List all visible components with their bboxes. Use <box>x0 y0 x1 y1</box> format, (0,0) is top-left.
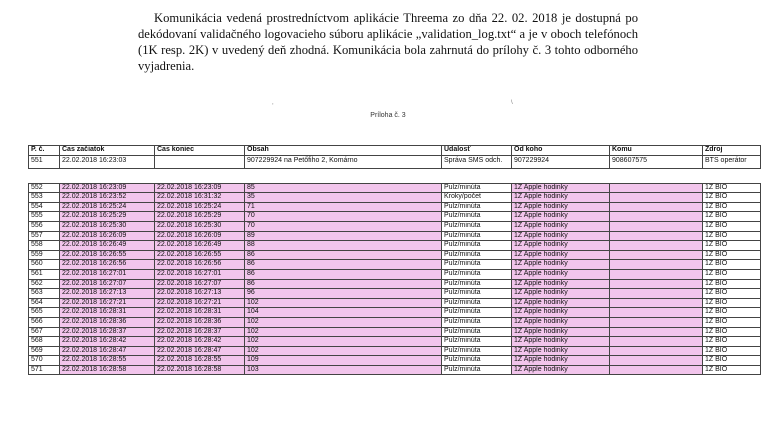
cell-source: 1Z BIO <box>703 260 761 270</box>
cell-number: 559 <box>29 250 60 260</box>
cell-number: 556 <box>29 221 60 231</box>
spacer-cell <box>29 168 761 183</box>
cell-end: 22.02.2018 16:25:29 <box>155 212 245 222</box>
cell-from: 1Z Apple hodinky <box>512 260 610 270</box>
cell-end: 22.02.2018 16:26:55 <box>155 250 245 260</box>
table-row <box>29 298 761 308</box>
cell-source: 1Z BIO <box>703 337 761 347</box>
cell-start: 22.02.2018 16:28:58 <box>60 365 155 375</box>
table-row <box>29 212 761 222</box>
cell-event: Pulz/minúta <box>442 269 512 279</box>
cell-from: 1Z Apple hodinky <box>512 183 610 193</box>
cell-start: 22.02.2018 16:25:29 <box>60 212 155 222</box>
cell-event: Pulz/minúta <box>442 289 512 299</box>
cell-from: 907229924 <box>512 155 610 168</box>
cell-end: 22.02.2018 16:25:24 <box>155 202 245 212</box>
cell-end: 22.02.2018 16:27:21 <box>155 298 245 308</box>
cell-event: Pulz/minúta <box>442 365 512 375</box>
table-row <box>29 250 761 260</box>
cell-source: 1Z BIO <box>703 241 761 251</box>
cell-event: Správa SMS odch. <box>442 155 512 168</box>
cell-event: Pulz/minúta <box>442 212 512 222</box>
cell-end: 22.02.2018 16:28:31 <box>155 308 245 318</box>
cell-content: 96 <box>245 289 442 299</box>
cell-event: Pulz/minúta <box>442 327 512 337</box>
cell-to <box>610 365 703 375</box>
cell-number: 570 <box>29 356 60 366</box>
cell-content: 104 <box>245 308 442 318</box>
cell-event: Pulz/minúta <box>442 250 512 260</box>
cell-event: Pulz/minúta <box>442 241 512 251</box>
cell-source: 1Z BIO <box>703 308 761 318</box>
cell-number: 568 <box>29 337 60 347</box>
cell-content: 102 <box>245 327 442 337</box>
cell-source: 1Z BIO <box>703 183 761 193</box>
cell-number: 564 <box>29 298 60 308</box>
cell-number: 551 <box>29 155 60 168</box>
cell-content: 102 <box>245 346 442 356</box>
cell-number: 569 <box>29 346 60 356</box>
cell-from: 1Z Apple hodinky <box>512 212 610 222</box>
cell-number: 552 <box>29 183 60 193</box>
cell-content: 109 <box>245 356 442 366</box>
scan-mark: \ <box>511 100 513 106</box>
cell-source: 1Z BIO <box>703 327 761 337</box>
cell-number: 553 <box>29 193 60 203</box>
cell-to <box>610 279 703 289</box>
cell-from: 1Z Apple hodinky <box>512 298 610 308</box>
intro-paragraph: Komunikácia vedená prostredníctvom aplikácie Threema zo dňa 22. 02. 2018 je dostupná po dekódovaní validačného logovacieho súboru aplikácie „validation_log.txt“ a je v oboch telefónoch (1K resp. 2K) v uvedený deň zhodná. Komunikácia bola zahrnutá do prílohy č. 3 tohto odborného vyjadrenia. <box>138 11 638 73</box>
table-row <box>29 231 761 241</box>
cell-content: 907229924 na Petőfiho 2, Komárno <box>245 155 442 168</box>
cell-source: 1Z BIO <box>703 212 761 222</box>
cell-from: 1Z Apple hodinky <box>512 202 610 212</box>
cell-source: 1Z BIO <box>703 289 761 299</box>
table-row <box>29 241 761 251</box>
col-header-start: Čas začiatok <box>60 146 155 156</box>
cell-start: 22.02.2018 16:27:01 <box>60 269 155 279</box>
table-row <box>29 193 761 203</box>
cell-source: 1Z BIO <box>703 279 761 289</box>
cell-start: 22.02.2018 16:28:37 <box>60 327 155 337</box>
cell-event: Pulz/minúta <box>442 183 512 193</box>
table-row <box>29 337 761 347</box>
scan-mark: , <box>272 100 274 106</box>
cell-to <box>610 183 703 193</box>
cell-event: Pulz/minúta <box>442 231 512 241</box>
cell-end <box>155 155 245 168</box>
cell-start: 22.02.2018 16:26:49 <box>60 241 155 251</box>
cell-start: 22.02.2018 16:25:30 <box>60 221 155 231</box>
cell-number: 562 <box>29 279 60 289</box>
col-header-from: Od koho <box>512 146 610 156</box>
cell-start: 22.02.2018 16:26:09 <box>60 231 155 241</box>
table-row <box>29 155 761 168</box>
cell-event: Pulz/minúta <box>442 346 512 356</box>
cell-start: 22.02.2018 16:25:24 <box>60 202 155 212</box>
cell-content: 85 <box>245 183 442 193</box>
cell-from: 1Z Apple hodinky <box>512 279 610 289</box>
cell-end: 22.02.2018 16:26:56 <box>155 260 245 270</box>
cell-event: Pulz/minúta <box>442 337 512 347</box>
cell-from: 1Z Apple hodinky <box>512 231 610 241</box>
appendix-caption: Príloha č. 3 <box>370 112 406 119</box>
cell-content: 35 <box>245 193 442 203</box>
cell-to <box>610 289 703 299</box>
table-row <box>29 308 761 318</box>
cell-event: Pulz/minúta <box>442 317 512 327</box>
communication-table <box>28 145 761 375</box>
cell-to <box>610 327 703 337</box>
cell-to <box>610 212 703 222</box>
cell-number: 565 <box>29 308 60 318</box>
cell-start: 22.02.2018 16:28:31 <box>60 308 155 318</box>
cell-end: 22.02.2018 16:28:37 <box>155 327 245 337</box>
cell-start: 22.02.2018 16:27:21 <box>60 298 155 308</box>
table-row <box>29 365 761 375</box>
cell-to <box>610 202 703 212</box>
table-row <box>29 346 761 356</box>
cell-content: 86 <box>245 279 442 289</box>
cell-content: 103 <box>245 365 442 375</box>
cell-number: 554 <box>29 202 60 212</box>
table-header-row <box>29 146 761 156</box>
cell-to: 908607575 <box>610 155 703 168</box>
col-header-content: Obsah <box>245 146 442 156</box>
table-row <box>29 317 761 327</box>
cell-end: 22.02.2018 16:27:13 <box>155 289 245 299</box>
cell-content: 86 <box>245 250 442 260</box>
cell-content: 102 <box>245 317 442 327</box>
cell-event: Kroky/počet <box>442 193 512 203</box>
cell-event: Pulz/minúta <box>442 260 512 270</box>
col-header-end: Čas koniec <box>155 146 245 156</box>
cell-from: 1Z Apple hodinky <box>512 337 610 347</box>
cell-number: 566 <box>29 317 60 327</box>
cell-number: 571 <box>29 365 60 375</box>
col-header-source: Zdroj <box>703 146 761 156</box>
cell-to <box>610 317 703 327</box>
cell-source: 1Z BIO <box>703 231 761 241</box>
cell-from: 1Z Apple hodinky <box>512 221 610 231</box>
cell-start: 22.02.2018 16:23:09 <box>60 183 155 193</box>
cell-content: 86 <box>245 260 442 270</box>
cell-content: 70 <box>245 221 442 231</box>
cell-end: 22.02.2018 16:25:30 <box>155 221 245 231</box>
cell-end: 22.02.2018 16:28:47 <box>155 346 245 356</box>
cell-number: 563 <box>29 289 60 299</box>
cell-to <box>610 221 703 231</box>
table-row <box>29 269 761 279</box>
cell-from: 1Z Apple hodinky <box>512 327 610 337</box>
cell-end: 22.02.2018 16:27:01 <box>155 269 245 279</box>
cell-source: 1Z BIO <box>703 250 761 260</box>
cell-to <box>610 269 703 279</box>
table-row <box>29 356 761 366</box>
cell-from: 1Z Apple hodinky <box>512 356 610 366</box>
cell-source: 1Z BIO <box>703 356 761 366</box>
cell-from: 1Z Apple hodinky <box>512 250 610 260</box>
cell-number: 557 <box>29 231 60 241</box>
cell-from: 1Z Apple hodinky <box>512 308 610 318</box>
cell-content: 88 <box>245 241 442 251</box>
cell-event: Pulz/minúta <box>442 221 512 231</box>
cell-start: 22.02.2018 16:26:55 <box>60 250 155 260</box>
cell-to <box>610 193 703 203</box>
cell-source: 1Z BIO <box>703 317 761 327</box>
table-row <box>29 260 761 270</box>
cell-to <box>610 241 703 251</box>
cell-source: 1Z BIO <box>703 221 761 231</box>
table-row <box>29 279 761 289</box>
cell-source: 1Z BIO <box>703 193 761 203</box>
col-header-to: Komu <box>610 146 703 156</box>
cell-from: 1Z Apple hodinky <box>512 346 610 356</box>
cell-to <box>610 346 703 356</box>
cell-start: 22.02.2018 16:28:47 <box>60 346 155 356</box>
cell-source: BTS operátor <box>703 155 761 168</box>
cell-content: 71 <box>245 202 442 212</box>
cell-to <box>610 231 703 241</box>
cell-source: 1Z BIO <box>703 346 761 356</box>
cell-end: 22.02.2018 16:28:58 <box>155 365 245 375</box>
cell-to <box>610 308 703 318</box>
cell-start: 22.02.2018 16:27:13 <box>60 289 155 299</box>
cell-start: 22.02.2018 16:26:56 <box>60 260 155 270</box>
cell-start: 22.02.2018 16:27:07 <box>60 279 155 289</box>
cell-start: 22.02.2018 16:28:42 <box>60 337 155 347</box>
cell-from: 1Z Apple hodinky <box>512 289 610 299</box>
cell-end: 22.02.2018 16:28:42 <box>155 337 245 347</box>
cell-number: 555 <box>29 212 60 222</box>
cell-from: 1Z Apple hodinky <box>512 269 610 279</box>
cell-event: Pulz/minúta <box>442 356 512 366</box>
cell-event: Pulz/minúta <box>442 308 512 318</box>
cell-from: 1Z Apple hodinky <box>512 193 610 203</box>
cell-end: 22.02.2018 16:31:32 <box>155 193 245 203</box>
cell-start: 22.02.2018 16:23:52 <box>60 193 155 203</box>
cell-end: 22.02.2018 16:28:55 <box>155 356 245 366</box>
table-spacer-row <box>29 168 761 183</box>
col-header-number: P. č. <box>29 146 60 156</box>
table-row <box>29 183 761 193</box>
cell-start: 22.02.2018 16:28:36 <box>60 317 155 327</box>
cell-number: 561 <box>29 269 60 279</box>
cell-source: 1Z BIO <box>703 269 761 279</box>
cell-end: 22.02.2018 16:26:49 <box>155 241 245 251</box>
cell-from: 1Z Apple hodinky <box>512 365 610 375</box>
cell-number: 567 <box>29 327 60 337</box>
cell-from: 1Z Apple hodinky <box>512 241 610 251</box>
cell-content: 70 <box>245 212 442 222</box>
table-row <box>29 327 761 337</box>
cell-source: 1Z BIO <box>703 298 761 308</box>
cell-source: 1Z BIO <box>703 365 761 375</box>
cell-event: Pulz/minúta <box>442 298 512 308</box>
cell-content: 102 <box>245 337 442 347</box>
cell-content: 102 <box>245 298 442 308</box>
cell-source: 1Z BIO <box>703 202 761 212</box>
cell-number: 560 <box>29 260 60 270</box>
cell-to <box>610 298 703 308</box>
cell-to <box>610 337 703 347</box>
cell-number: 558 <box>29 241 60 251</box>
cell-from: 1Z Apple hodinky <box>512 317 610 327</box>
cell-event: Pulz/minúta <box>442 279 512 289</box>
cell-event: Pulz/minúta <box>442 202 512 212</box>
cell-content: 86 <box>245 269 442 279</box>
cell-end: 22.02.2018 16:28:36 <box>155 317 245 327</box>
cell-to <box>610 250 703 260</box>
cell-end: 22.02.2018 16:23:09 <box>155 183 245 193</box>
cell-start: 22.02.2018 16:23:03 <box>60 155 155 168</box>
table-row <box>29 289 761 299</box>
cell-end: 22.02.2018 16:26:09 <box>155 231 245 241</box>
cell-end: 22.02.2018 16:27:07 <box>155 279 245 289</box>
cell-to <box>610 260 703 270</box>
table-row <box>29 221 761 231</box>
cell-content: 89 <box>245 231 442 241</box>
cell-start: 22.02.2018 16:28:55 <box>60 356 155 366</box>
table-row <box>29 202 761 212</box>
cell-to <box>610 356 703 366</box>
col-header-event: Udalosť <box>442 146 512 156</box>
